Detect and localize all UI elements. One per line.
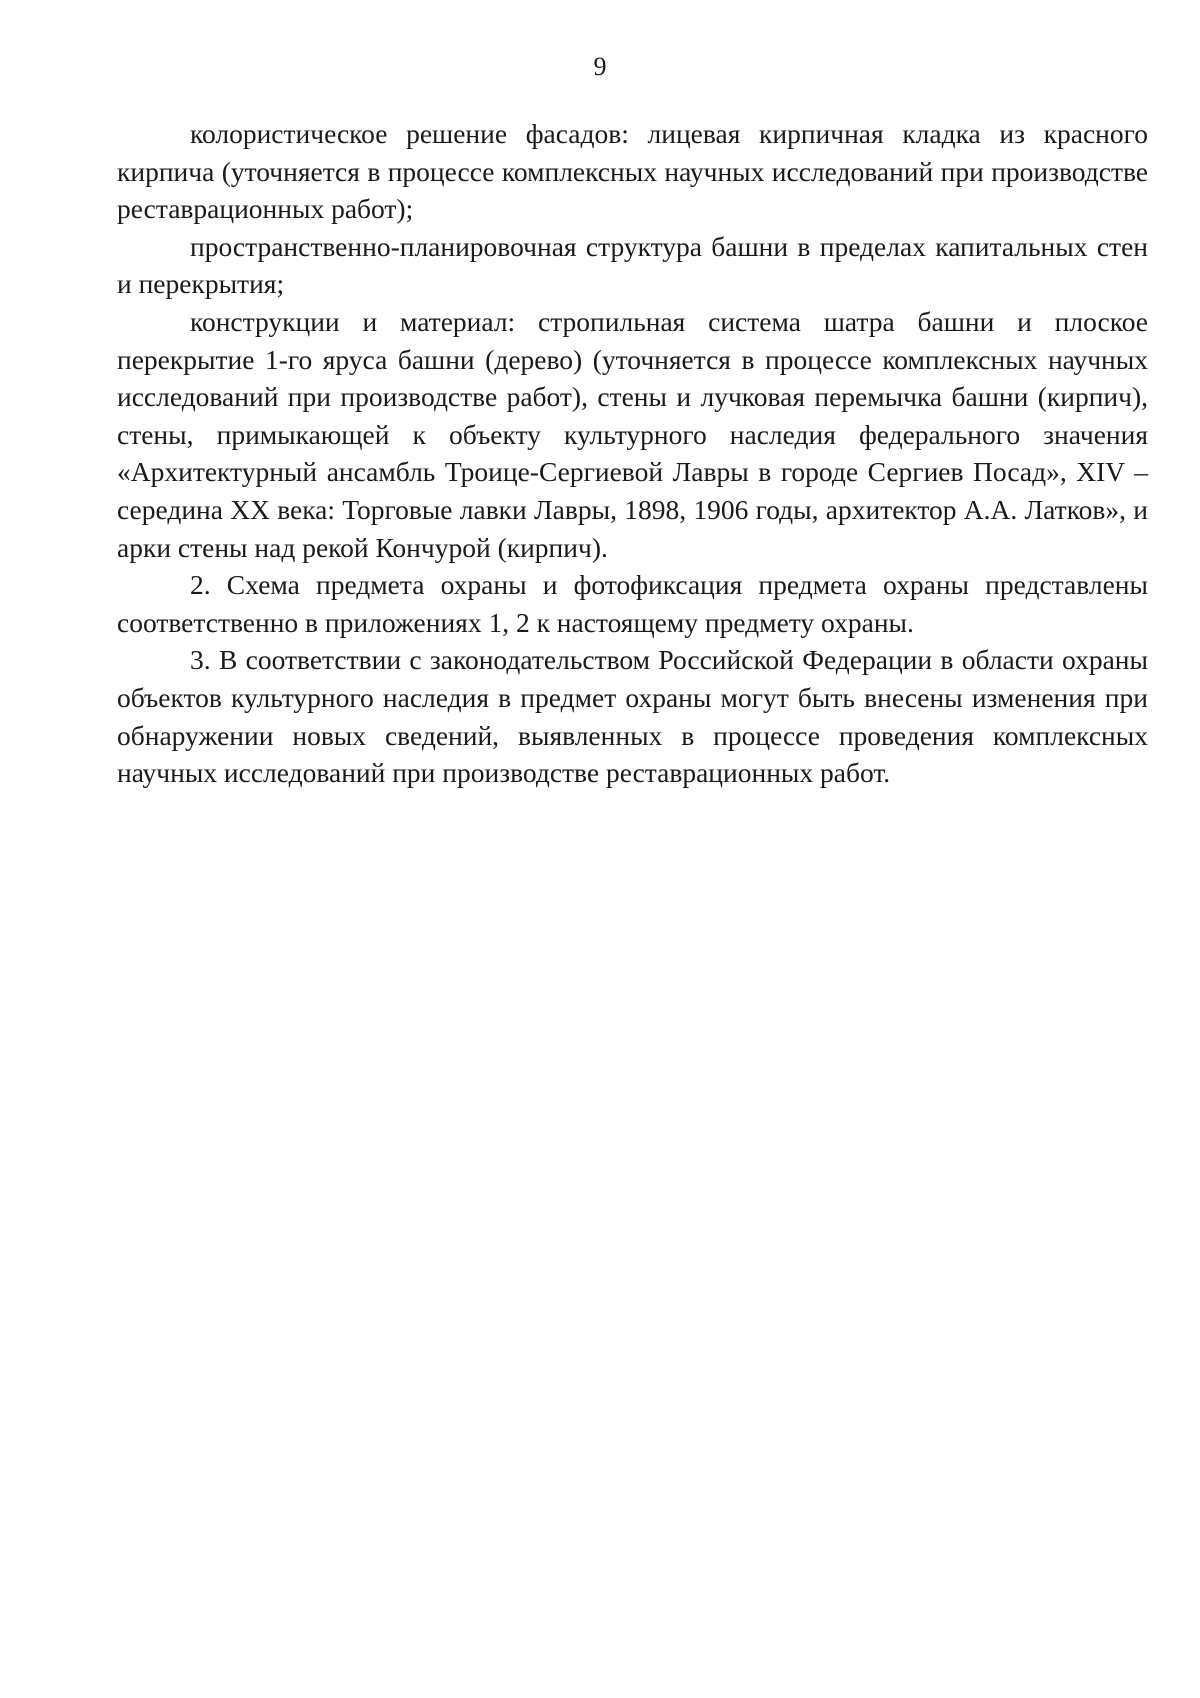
- paragraph-legislation-changes: 3. В соответствии с законодательством Российской Федерации в области охраны объектов культурного наследия в предмет охраны могут быть внесены изменения при обнаружении новых сведений, выявленных в процессе проведения комплексных научных исследований при производстве реставрационных работ.: [117, 644, 1148, 789]
- paragraph-facade-color: колористическое решение фасадов: лицевая кирпичная кладка из красного кирпича (уточняется в процессе комплексных научных исследований при производстве реставрационных работ);: [117, 118, 1148, 225]
- document-body: [117, 115, 1148, 792]
- paragraph-planning-structure: пространственно-планировочная структура башни в пределах капитальных стен и перекрытия;: [117, 230, 1148, 300]
- paragraph-scheme-appendices: 2. Схема предмета охраны и фотофиксация предмета охраны представлены соответственно в приложениях 1, 2 к настоящему предмету охраны.: [117, 569, 1148, 638]
- paragraph-constructions-materials: конструкции и материал: стропильная система шатра башни и плоское перекрытие 1-го яруса башни (дерево) (уточняется в процессе комплексных научных исследований при производстве работ), стены и лучковая перемычка башни (кирпич), стены, примыкающей к объекту культурного наследия федерального значения «Архитектурный ансамбль Троице-Сергиевой Лавры в городе Сергиев Посад», XIV – середина XX века: Торговые лавки Лавры, 1898, 1906 годы, архитектор А.А. Латков», и арки стены над рекой Кончурой (кирпич).: [117, 305, 1148, 563]
- page-number: 9: [593, 52, 607, 81]
